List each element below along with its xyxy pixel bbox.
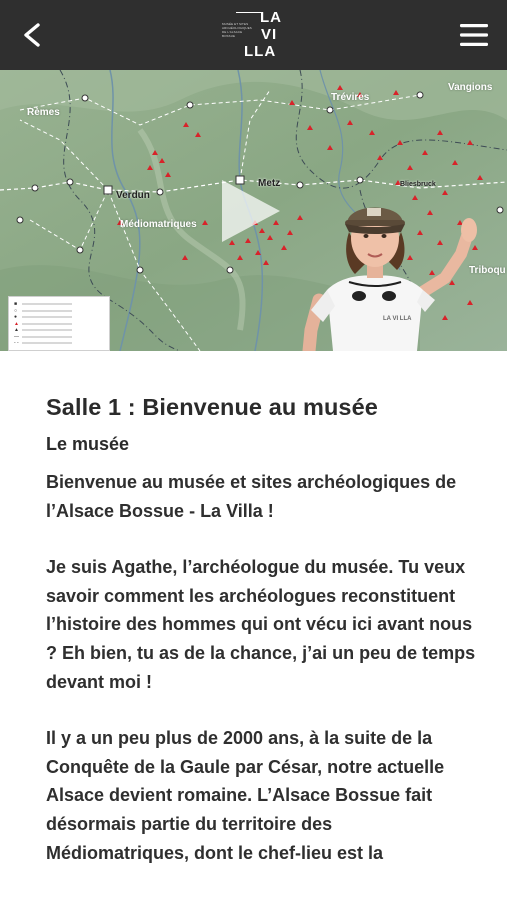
legend-row: ■ [14,301,104,308]
logo-line-3: LLA [244,43,277,60]
intro-video[interactable] [0,70,507,351]
paragraph-welcome: Bienvenue au musée et sites archéologiques de l’Alsace Bossue - La Villa ! [46,472,457,521]
logo-line-2: VI [261,26,278,43]
map-label-mediomatriques: Médiomatriques [120,219,197,230]
map-label-bliesbruck: Bliesbruck [400,181,436,188]
bottom-fade [0,886,507,900]
legend-row: — [14,334,104,341]
chevron-left-icon [21,22,43,48]
hamburger-menu-icon [459,23,489,47]
logo-tagline: MUSÉE ET SITES ARCHÉOLOGIQUES DE L'ALSACE BOSSUE [222,22,252,38]
logo-line-1: LA [260,9,282,26]
map-label-remes: Rèmes [27,107,60,118]
la-villa-logo [222,8,286,62]
map-label-triboques: Triboqu [469,265,506,276]
section-subtitle: Le musée [46,434,130,454]
shirt-logo: LA VI LLA [383,316,412,322]
agathe-archaeologist-avatar [285,150,485,351]
play-icon [216,176,286,246]
article-content [46,392,476,887]
map-label-vangions: Vangions [448,82,493,93]
legend-row: ● [14,314,104,321]
logo-rule [236,12,262,13]
paragraph-agathe-intro: Je suis Agathe, l’archéologue du musée. Tu veux savoir comment les archéologues reconstituent l’histoire des hommes qui ont vécu ici avant nous ? Eh bien, tu as de la chance, j’ai un peu de temps devant moi ! [46,557,476,692]
map-legend [8,296,110,351]
app-header [0,0,507,70]
map-label-metz: Metz [258,178,281,189]
paragraph-history: Il y a un peu plus de 2000 ans, à la suite de la Conquête de la Gaule par César, notre actuelle Alsace devient romaine. L’Alsace Bossue fait désormais partie du territoire des Médiomatriques, dont le chef-lieu est la [46,728,445,863]
map-label-verdun: Verdun [116,190,150,201]
legend-row: ▲ [14,327,104,334]
legend-row: - - [14,340,104,347]
legend-row: ○ [14,308,104,315]
menu-button[interactable] [455,16,493,54]
map-label-treveres: Trévires [331,92,370,103]
play-button[interactable] [216,176,286,246]
back-button[interactable] [14,17,50,53]
legend-row: ▲ [14,321,104,328]
page-title: Salle 1 : Bienvenue au musée [46,394,378,420]
